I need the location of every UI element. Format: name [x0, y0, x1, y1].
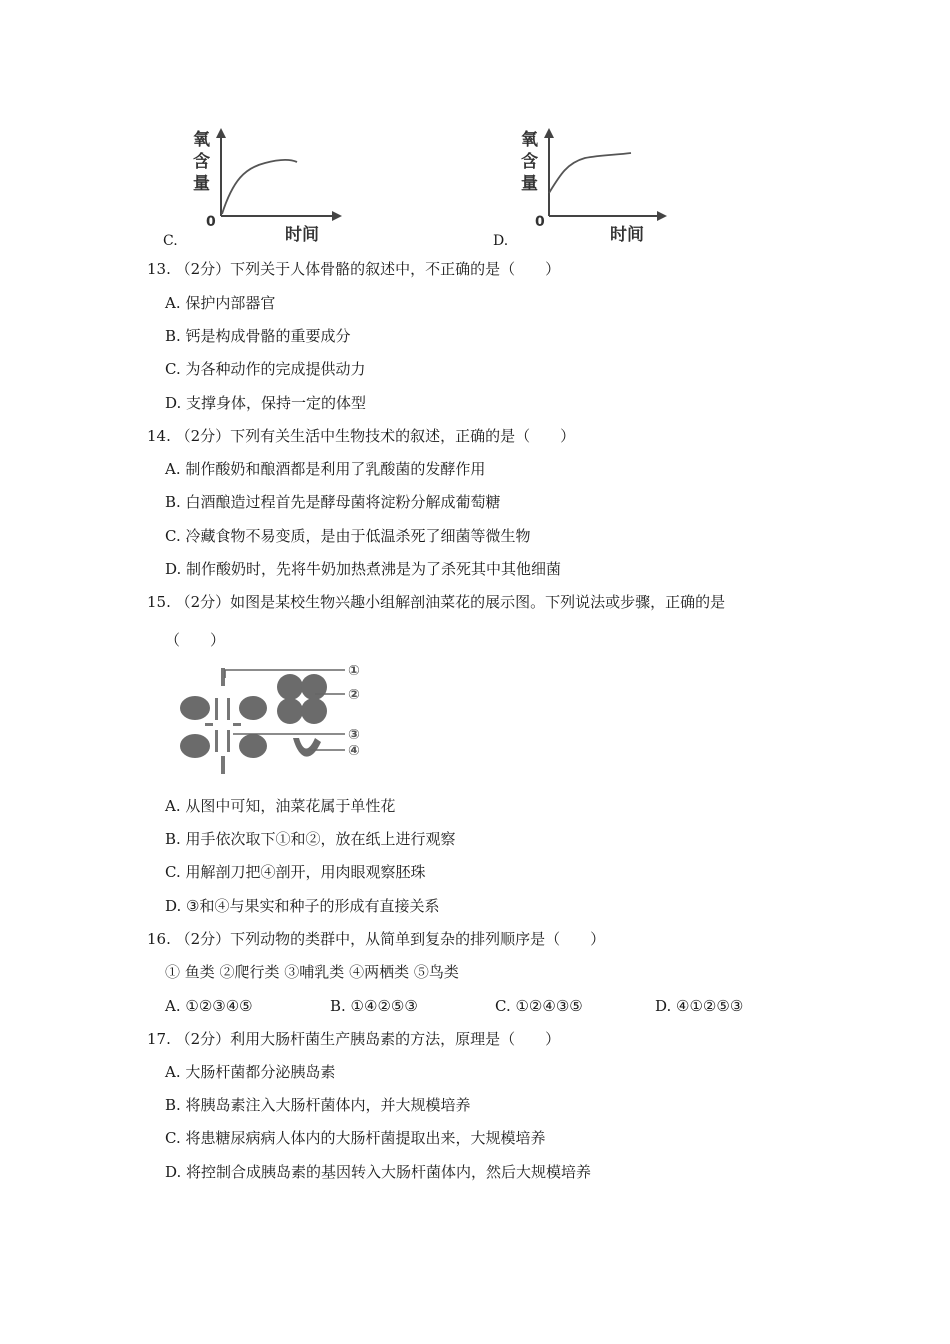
q14-option-b[interactable]: B. 白酒酿造过程首先是酵母菌将淀粉分解成葡萄糖	[165, 493, 501, 511]
q17-option-b[interactable]: B. 将胰岛素注入大肠杆菌体内，并大规模培养	[165, 1096, 471, 1114]
sepal-bottom	[221, 756, 225, 774]
graph-c-ylabel-2: 含	[193, 152, 210, 172]
q15-option-d[interactable]: D. ③和④与果实和种子的形成有直接关系	[165, 897, 440, 915]
q13-option-c[interactable]: C. 为各种动作的完成提供动力	[165, 360, 366, 378]
figure-label-2: ②	[348, 687, 360, 703]
figure-label-4: ④	[348, 743, 360, 759]
q13-option-b[interactable]: B. 钙是构成骨骼的重要成分	[165, 327, 351, 345]
graph-d-ylabel-2: 含	[521, 152, 538, 172]
petal-right-top	[239, 696, 267, 720]
q15-option-a[interactable]: A. 从图中可知，油菜花属于单性花	[165, 797, 396, 815]
figure-label-3: ③	[348, 727, 360, 743]
graph-d-curve	[549, 153, 631, 193]
stamen-1	[215, 698, 218, 720]
q17-stem: 17. （2分）利用大肠杆菌生产胰岛素的方法，原理是（ ）	[147, 1030, 561, 1048]
q13-option-d[interactable]: D. 支撑身体，保持一定的体型	[165, 394, 367, 412]
graph-d-x-arrow	[657, 211, 667, 221]
q16-option-c[interactable]: C. ①②④③⑤	[495, 997, 583, 1015]
q13-option-a[interactable]: A. 保护内部器官	[165, 294, 276, 312]
q15-stem: 15. （2分）如图是某校生物兴趣小组解剖油菜花的展示图。下列说法或步骤，正确的是	[147, 593, 726, 611]
stub-left	[205, 723, 213, 726]
graph-c-xlabel: 时间	[285, 225, 319, 245]
graph-d-xlabel: 时间	[610, 225, 644, 245]
stamen-3	[215, 730, 218, 752]
graph-c-zero: 0	[206, 214, 216, 230]
pistil	[293, 738, 321, 757]
option-c-label: C.	[163, 233, 178, 249]
graph-d-y-arrow	[544, 128, 554, 138]
petal-right-bottom	[239, 734, 267, 758]
graph-c-ylabel-3: 量	[193, 174, 210, 194]
q15-option-b[interactable]: B. 用手依次取下①和②，放在纸上进行观察	[165, 830, 456, 848]
q14-stem: 14. （2分）下列有关生活中生物技术的叙述，正确的是（ ）	[147, 427, 576, 445]
q16-option-b[interactable]: B. ①④②⑤③	[330, 997, 418, 1015]
q16-items: ① 鱼类 ②爬行类 ③哺乳类 ④两栖类 ⑤鸟类	[165, 963, 459, 981]
figure-label-1: ①	[348, 663, 360, 679]
graph-d-ylabel-1: 氧	[521, 130, 538, 150]
stub-right	[233, 723, 241, 726]
q17-option-c[interactable]: C. 将患糖尿病病人体内的大肠杆菌提取出来，大规模培养	[165, 1129, 546, 1147]
graph-d-ylabel-3: 量	[521, 174, 538, 194]
graph-c-y-arrow	[216, 128, 226, 138]
q16-option-d[interactable]: D. ④①②⑤③	[655, 997, 744, 1015]
q17-option-a[interactable]: A. 大肠杆菌都分泌胰岛素	[165, 1063, 336, 1081]
flower-petal-4	[301, 698, 327, 724]
stamen-4	[227, 730, 230, 752]
graph-c-ylabel-1: 氧	[193, 130, 210, 150]
q15-option-c[interactable]: C. 用解剖刀把④剖开，用肉眼观察胚珠	[165, 863, 426, 881]
flower-petal-2	[301, 674, 327, 700]
graph-c-curve	[222, 160, 297, 214]
petal-left-bottom	[180, 734, 210, 758]
q14-option-d[interactable]: D. 制作酸奶时，先将牛奶加热煮沸是为了杀死其中其他细菌	[165, 560, 562, 578]
stamen-2	[227, 698, 230, 720]
graph-d-zero: 0	[535, 214, 545, 230]
graph-c-x-arrow	[332, 211, 342, 221]
graph-d	[515, 120, 685, 245]
q14-option-c[interactable]: C. 冷藏食物不易变质，是由于低温杀死了细菌等微生物	[165, 527, 531, 545]
rapeseed-flower-figure	[175, 660, 375, 780]
q16-option-a[interactable]: A. ①②③④⑤	[165, 997, 253, 1015]
option-d-label: D.	[493, 233, 509, 249]
flower-petal-1	[277, 674, 303, 700]
q13-stem: 13. （2分）下列关于人体骨骼的叙述中，不正确的是（ ）	[147, 260, 561, 278]
q14-option-a[interactable]: A. 制作酸奶和酿酒都是利用了乳酸菌的发酵作用	[165, 460, 486, 478]
graph-c	[185, 120, 355, 245]
petal-left-top	[180, 696, 210, 720]
flower-petal-3	[277, 698, 303, 724]
q17-option-d[interactable]: D. 将控制合成胰岛素的基因转入大肠杆菌体内，然后大规模培养	[165, 1163, 592, 1181]
q16-stem: 16. （2分）下列动物的类群中，从简单到复杂的排列顺序是（ ）	[147, 930, 606, 948]
q15-stem-cont: （ ）	[165, 631, 226, 649]
